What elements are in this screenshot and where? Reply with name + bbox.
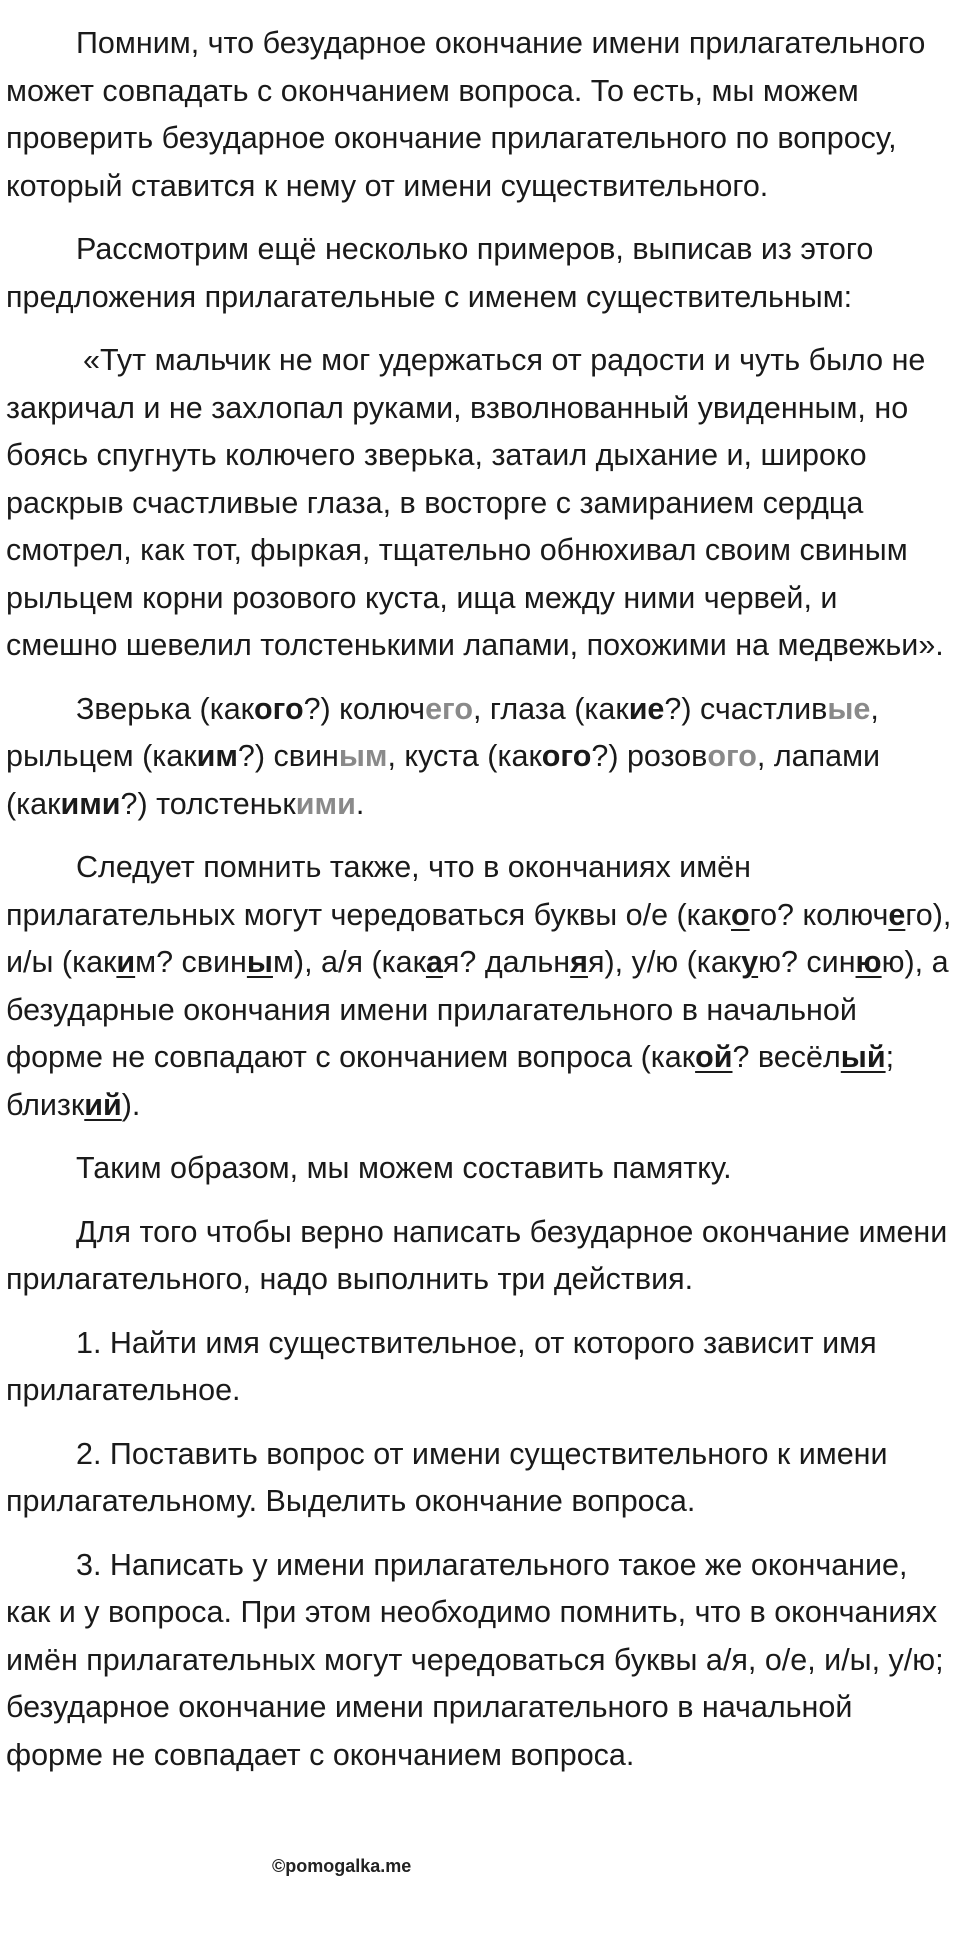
paragraph-memo-intro: Таким образом, мы можем составить памятку. (76, 1151, 732, 1185)
step-1: 1. Найти имя существительное, от которого зависит имя прилагательное. (6, 1325, 877, 1407)
watermark: ©pomogalka.me (272, 1856, 412, 1876)
paragraph-alternation: Следует помнить также, что в окончаниях имён прилагательных могут чередоваться буквы о/е (какого? колючего), и/ы (каким? свиным), а/я (какая? дальняя), у/ю (какую? синюю), а безударные окончания имени прилагательного в начальной форме не совпадают с окончанием вопроса (какой? весёлый; близкий). (6, 850, 952, 1122)
step-3: 3. Написать у имени прилагательного такое же окончание, как и у вопроса. При этом необходимо помнить, что в окончаниях имён прилагательных могут чередоваться буквы а/я, о/е, и/ы, у/ю; безударное окончание имени прилагательного в начальной форме не совпадает с окончанием вопроса. (6, 1547, 944, 1772)
document-page (6, 20, 954, 1795)
step-2: 2. Поставить вопрос от имени существительного к имени прилагательному. Выделить окончание вопроса. (6, 1436, 888, 1518)
paragraph-intro: Помним, что безударное окончание имени прилагательного может совпадать с окончанием вопроса. То есть, мы можем проверить безударное окончание прилагательного по вопросу, который ставится к нему от имени существительного. (6, 26, 926, 203)
paragraph-examples: Зверька (какого?) колючего, глаза (какие?) счастливые, рыльцем (каким?) свиным, куста (какого?) розового, лапами (какими?) толстенькими. (6, 691, 881, 821)
paragraph-quote: «Тут мальчик не мог удержаться от радости и чуть было не закричал и не захлопал руками, взволнованный увиденным, но боясь спугнуть колючего зверька, затаил дыхание и, широко раскрыв счастливые глаза, в восторге с замиранием сердца смотрел, как тот, фыркая, тщательно обнюхивал своим свиным рыльцем корни розового куста, ища между ними червей, и смешно шевелил толстенькими лапами, похожими на медвежьи». (6, 343, 944, 662)
paragraph-three-steps: Для того чтобы верно написать безударное окончание имени прилагательного, надо выполнить три действия. (6, 1214, 948, 1296)
paragraph-examples-intro: Рассмотрим ещё несколько примеров, выписав из этого предложения прилагательные с именем существительным: (6, 232, 874, 314)
